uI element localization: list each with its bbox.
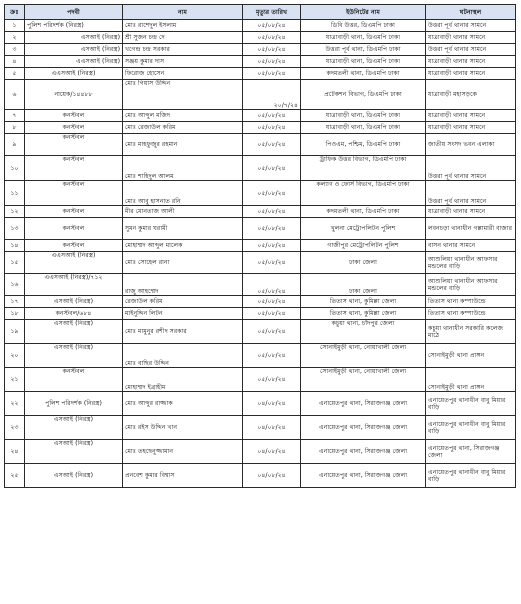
cell-unit: এনায়েতপুর থানা, সিরাজগঞ্জ জেলা bbox=[301, 392, 426, 416]
table-row bbox=[5, 218, 516, 240]
cell-date: ০৫/০৮/২৪ bbox=[243, 206, 301, 218]
cell-unit: এনায়েতপুর থানা, সিরাজগঞ্জ জেলা bbox=[301, 440, 426, 464]
cell-name: মাইনুদ্দিন লিটন bbox=[123, 308, 243, 320]
cell-unit: তিতাস থানা, কুমিল্লা জেলা bbox=[301, 296, 426, 308]
table-row bbox=[5, 80, 516, 110]
cell-date: ০৫/০৮/২৪ bbox=[243, 134, 301, 156]
cell-name: মোঃ আব্দুর রাজ্জাক bbox=[123, 392, 243, 416]
table-row bbox=[5, 134, 516, 156]
cell-date: ২০/৭/২৪ bbox=[243, 80, 301, 110]
cell-serial: ২৫ bbox=[5, 464, 25, 488]
cell-rank: কনস্টবল bbox=[25, 134, 123, 156]
cell-serial: ১ bbox=[5, 20, 25, 32]
cell-date: ০৫/০৮/২৪ bbox=[243, 122, 301, 134]
cell-place: যাত্রাবাড়ী থানার সামনে bbox=[426, 68, 516, 80]
header-serial: ক্রঃ bbox=[5, 5, 25, 20]
cell-unit: ট্রাফিক উত্তর বিভাগ, ডিএমপি ঢাকা bbox=[301, 156, 426, 181]
cell-date: ০৪/০৮/২৪ bbox=[243, 416, 301, 440]
cell-name: মোঃ রেজাউল করিম bbox=[123, 122, 243, 134]
cell-serial: ২১ bbox=[5, 368, 25, 392]
cell-name: মোঃ তহছেনুজ্জামান bbox=[123, 440, 243, 464]
cell-name: মোঃ আবু হাসনাত রনি bbox=[123, 181, 243, 206]
header-name: নাম bbox=[123, 5, 243, 20]
cell-rank: পুলিশ পরিদর্শক (নিরস্ত্র) bbox=[25, 20, 123, 32]
table-row bbox=[5, 68, 516, 80]
cell-rank: কনস্টবল bbox=[25, 156, 123, 181]
cell-place: উত্তরা পূর্ব থানার সামনে bbox=[426, 44, 516, 56]
cell-rank: পুলিশ পরিদর্শক (নিরস্ত্র) bbox=[25, 392, 123, 416]
cell-unit: কচুয়া থানা, চাঁদপুর জেলা bbox=[301, 320, 426, 344]
cell-date: ০৪/০৮/২৪ bbox=[243, 440, 301, 464]
cell-date: ০৫/০৮/২৪ bbox=[243, 308, 301, 320]
cell-date: ০৫/০৮/২৪ bbox=[243, 20, 301, 32]
cell-unit: যাত্রাবাড়ী থানা, ডিএমপি ঢাকা bbox=[301, 122, 426, 134]
cell-serial: ৭ bbox=[5, 110, 25, 122]
cell-name: রেজাউল করিম bbox=[123, 296, 243, 308]
cell-rank: এসআই (নিরস্ত্র) bbox=[25, 320, 123, 344]
cell-unit: খুলনা মেট্রোপলিটন পুলিশ bbox=[301, 218, 426, 240]
cell-rank: কনস্টবল/৬৮৪ bbox=[25, 308, 123, 320]
cell-name: মোঃ সোহেল রানা bbox=[123, 252, 243, 274]
table-row bbox=[5, 416, 516, 440]
table-row bbox=[5, 56, 516, 68]
cell-place: এনায়েতপুর থানা, সিরাজগঞ্জ জেলা bbox=[426, 440, 516, 464]
cell-unit: ডিবি উত্তর, ডিএমপি ঢাকা bbox=[301, 20, 426, 32]
table-row bbox=[5, 156, 516, 181]
cell-name: প্রনবেশ কুমার বিশ্বাস bbox=[123, 464, 243, 488]
table-row bbox=[5, 240, 516, 252]
cell-date: ০৫/০৮/২৪ bbox=[243, 320, 301, 344]
cell-serial: ১৪ bbox=[5, 240, 25, 252]
cell-rank: এসআই (নিরস্ত্র) bbox=[25, 32, 123, 44]
cell-name: মোঃ আব্দুল মজিদ bbox=[123, 110, 243, 122]
cell-place: জাতীয় সংসদ ভবন এলাকা bbox=[426, 134, 516, 156]
cell-serial: ১৫ bbox=[5, 252, 25, 274]
cell-unit: সোনাইমুড়ী থানা, নোয়াখালী জেলা bbox=[301, 344, 426, 368]
cell-date: ০৫/০৮/২৪ bbox=[243, 56, 301, 68]
cell-rank: এসআই (নিরস্ত্র) bbox=[25, 440, 123, 464]
cell-serial: ২৩ bbox=[5, 416, 25, 440]
cell-place: উত্তরা পূর্ব থানার সামনে bbox=[426, 20, 516, 32]
cell-rank: এসআই (নিরস্ত্র) bbox=[25, 416, 123, 440]
table-row bbox=[5, 274, 516, 296]
table-row bbox=[5, 252, 516, 274]
cell-place: যাত্রাবাড়ী থানার সামনে bbox=[426, 122, 516, 134]
cell-serial: ৫ bbox=[5, 68, 25, 80]
cell-serial: ১৬ bbox=[5, 274, 25, 296]
cell-date: ০৪/০৮/২৪ bbox=[243, 464, 301, 488]
cell-serial: ৬ bbox=[5, 80, 25, 110]
header-death-date: মৃত্যুর তারিখ bbox=[243, 5, 301, 20]
cell-place: কচুয়া থানাধীন সরকারি কলেজ মাঠে bbox=[426, 320, 516, 344]
table-row bbox=[5, 44, 516, 56]
cell-serial: ১৮ bbox=[5, 308, 25, 320]
cell-rank: কনস্টবল bbox=[25, 368, 123, 392]
cell-unit: ঢাকা জেলা bbox=[301, 252, 426, 274]
cell-unit: পিওএম, পশ্চিম, ডিএমপি ঢাকা bbox=[301, 134, 426, 156]
cell-unit: প্রটেকশন বিভাগ, ডিএমপি ঢাকা bbox=[301, 80, 426, 110]
cell-date: ০৫/০৮/২৪ bbox=[243, 181, 301, 206]
cell-unit: ঢাকা জেলা bbox=[301, 274, 426, 296]
cell-place: সোনাইমুড়ী থানা প্রাঙ্গন bbox=[426, 344, 516, 368]
cell-place: যাত্রাবাড়ী থানার সামনে bbox=[426, 56, 516, 68]
table-row bbox=[5, 392, 516, 416]
cell-date: ০৫/০৮/২৪ bbox=[243, 32, 301, 44]
cell-rank: কনস্টবল bbox=[25, 218, 123, 240]
cell-rank: কনস্টবল bbox=[25, 110, 123, 122]
cell-name: মীর মোনতাজ আলী bbox=[123, 206, 243, 218]
table-row bbox=[5, 20, 516, 32]
cell-serial: ২৪ bbox=[5, 440, 25, 464]
cell-rank: এএসআই (নিরস্ত্র) bbox=[25, 56, 123, 68]
cell-name: মোহাম্মদ ইব্রাহীম bbox=[123, 368, 243, 392]
cell-rank: এসআই (নিরস্ত্র) bbox=[25, 344, 123, 368]
table-row bbox=[5, 344, 516, 368]
cell-unit: এনায়েতপুর থানা, সিরাজগঞ্জ জেলা bbox=[301, 464, 426, 488]
cell-unit: তিতাস থানা, কুমিল্লা জেলা bbox=[301, 308, 426, 320]
cell-place: আশুলিয়া থানাধীন আফসার মন্ডলের বাড়ি bbox=[426, 274, 516, 296]
cell-date: ০৫/০৮/২৪ bbox=[243, 296, 301, 308]
cell-place: যাত্রাবাড়ী থানার সামনে bbox=[426, 110, 516, 122]
cell-place: সোনাইমুড়ী থানা প্রাঙ্গন bbox=[426, 368, 516, 392]
cell-rank: এএসআই (নিরস্ত্র)/৭১২ bbox=[25, 274, 123, 296]
cell-name: মোঃ মামুনুর রশীদ সরকার bbox=[123, 320, 243, 344]
cell-unit: যাত্রাবাড়ী থানা, ডিএমপি ঢাকা bbox=[301, 32, 426, 44]
cell-unit: কল্যাণ ও ফোর্স বিভাগ, ডিএমপি ঢাকা bbox=[301, 181, 426, 206]
cell-date: ০৫/০৮/২৪ bbox=[243, 218, 301, 240]
casualty-table bbox=[4, 4, 516, 488]
cell-unit: এনায়েতপুর থানা, সিরাজগঞ্জ জেলা bbox=[301, 416, 426, 440]
cell-serial: ১৭ bbox=[5, 296, 25, 308]
cell-date: ০৫/০৮/২৪ bbox=[243, 110, 301, 122]
cell-date: ০৫/০৮/২৪ bbox=[243, 68, 301, 80]
cell-name: সঞ্জয় কুমার দাস bbox=[123, 56, 243, 68]
cell-date: ০৫/০৮/২৪ bbox=[243, 252, 301, 274]
cell-name: মোহাম্মদ আব্দুল মালেক bbox=[123, 240, 243, 252]
table-row bbox=[5, 440, 516, 464]
cell-place: যাত্রাবাড়ী থানার সামনে bbox=[426, 32, 516, 44]
cell-date: ০৫/০৮/২৪ bbox=[243, 344, 301, 368]
table-row bbox=[5, 464, 516, 488]
cell-name: খগেন্দ্র চন্দ্র সরকার bbox=[123, 44, 243, 56]
cell-name: মোঃ মাহফুজুর রহমান bbox=[123, 134, 243, 156]
cell-date: ০৫/০৮/২৪ bbox=[243, 274, 301, 296]
cell-date: ০৫/০৮/২৪ bbox=[243, 156, 301, 181]
cell-unit: সোনাইমুড়ী থানা, নোয়াখালী জেলা bbox=[301, 368, 426, 392]
cell-place: যাত্রাবাড়ী মহাসড়কে bbox=[426, 80, 516, 110]
cell-serial: ১৩ bbox=[5, 218, 25, 240]
header-rank: পদবী bbox=[25, 5, 123, 20]
cell-rank: এএসআই (নিরস্ত্র) bbox=[25, 68, 123, 80]
cell-unit: কদমতলী থানা, ডিএমপি ঢাকা bbox=[301, 206, 426, 218]
cell-place: এনায়েতপুর থানাধীন বাবু মিয়ার বাড়ি bbox=[426, 392, 516, 416]
cell-name: ফিরোজ হোসেন bbox=[123, 68, 243, 80]
cell-unit: যাত্রাবাড়ী থানা, ডিএমপি ঢাকা bbox=[301, 110, 426, 122]
table-row bbox=[5, 181, 516, 206]
cell-name: রাজু আহম্মেদ bbox=[123, 274, 243, 296]
casualty-table-wrapper bbox=[4, 4, 515, 488]
cell-place: বাসন থানার সামনে bbox=[426, 240, 516, 252]
cell-serial: ৩ bbox=[5, 44, 25, 56]
cell-place: তিতাস থানা কম্পাউন্ডে bbox=[426, 308, 516, 320]
cell-place: এনায়েতপুর থানাধীন বাবু মিয়ার বাড়ি bbox=[426, 464, 516, 488]
cell-rank: এএসআই (নিরস্ত্র) bbox=[25, 252, 123, 274]
cell-place: উত্তরা পূর্ব থানার সামনে bbox=[426, 156, 516, 181]
cell-serial: ৪ bbox=[5, 56, 25, 68]
table-row bbox=[5, 110, 516, 122]
cell-serial: ৮ bbox=[5, 122, 25, 134]
cell-unit: যাত্রাবাড়ী থানা, ডিএমপি ঢাকা bbox=[301, 56, 426, 68]
cell-date: ০৫/০৮/২৪ bbox=[243, 368, 301, 392]
cell-date: ০৫/০৮/২৪ bbox=[243, 44, 301, 56]
cell-date: ০৫/০৮/২৪ bbox=[243, 240, 301, 252]
cell-serial: ২০ bbox=[5, 344, 25, 368]
table-row bbox=[5, 206, 516, 218]
cell-rank: কনস্টবল bbox=[25, 240, 123, 252]
cell-serial: ১৯ bbox=[5, 320, 25, 344]
cell-rank: নায়েক/১৪৪৮৮ bbox=[25, 80, 123, 110]
cell-place: আশুলিয়া থানাধীন আফসার মন্ডলের বাড়ি bbox=[426, 252, 516, 274]
table-row bbox=[5, 296, 516, 308]
cell-rank: এসআই (নিরস্ত্র) bbox=[25, 44, 123, 56]
cell-name: মোঃ গিয়াস উদ্দিন bbox=[123, 80, 243, 110]
header-place: ঘটনাস্থল bbox=[426, 5, 516, 20]
cell-unit: কদমতলী থানা, ডিএমপি ঢাকা bbox=[301, 68, 426, 80]
table-row bbox=[5, 122, 516, 134]
cell-serial: ১০ bbox=[5, 156, 25, 181]
cell-rank: কনস্টবল bbox=[25, 181, 123, 206]
cell-name: মোঃ রাশেদুল ইসলাম bbox=[123, 20, 243, 32]
cell-serial: ১২ bbox=[5, 206, 25, 218]
table-row bbox=[5, 308, 516, 320]
cell-rank: এসআই (নিরস্ত্র) bbox=[25, 464, 123, 488]
table-row bbox=[5, 368, 516, 392]
cell-place: তিতাস থানা কম্পাউন্ডে bbox=[426, 296, 516, 308]
cell-rank: কনস্টবল bbox=[25, 206, 123, 218]
cell-serial: ২ bbox=[5, 32, 25, 44]
table-header-row bbox=[5, 5, 516, 20]
cell-place: যাত্রাবাড়ী থানার সামনে bbox=[426, 206, 516, 218]
cell-unit: উত্তরা পূর্ব থানা, ডিএমপি ঢাকা bbox=[301, 44, 426, 56]
cell-place: লবনচড়া থানাধীন গল্লামারী বাজার bbox=[426, 218, 516, 240]
cell-serial: ২২ bbox=[5, 392, 25, 416]
cell-name: সুমন কুমার ঘরামী bbox=[123, 218, 243, 240]
table-row bbox=[5, 320, 516, 344]
cell-unit: গাজীপুর মেট্রোপলিটন পুলিশ bbox=[301, 240, 426, 252]
table-row bbox=[5, 32, 516, 44]
cell-name: শ্রী সুজন চন্দ্র দে bbox=[123, 32, 243, 44]
cell-place: এনায়েতপুর থানাধীন বাবু মিয়ার বাড়ি bbox=[426, 416, 516, 440]
cell-name: মোঃ শাহিদুল আলম bbox=[123, 156, 243, 181]
cell-name: মোঃ বাছির উদ্দিন bbox=[123, 344, 243, 368]
cell-rank: এসআই (নিরস্ত্র) bbox=[25, 296, 123, 308]
cell-rank: কনস্টবল bbox=[25, 122, 123, 134]
cell-serial: ১১ bbox=[5, 181, 25, 206]
cell-date: ০৪/০৮/২৪ bbox=[243, 392, 301, 416]
cell-name: মোঃ রইস উদ্দিন খান bbox=[123, 416, 243, 440]
cell-place: উত্তরা পূর্ব থানার সামনে bbox=[426, 181, 516, 206]
header-unit: ইউনিটের নাম bbox=[301, 5, 426, 20]
cell-serial: ৯ bbox=[5, 134, 25, 156]
